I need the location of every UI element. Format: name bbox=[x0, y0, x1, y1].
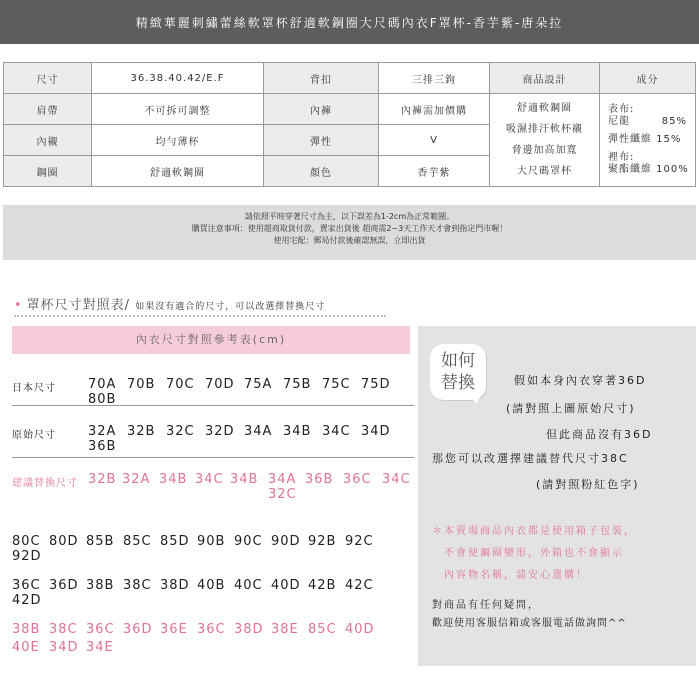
inner-label: 裡布: bbox=[608, 152, 635, 163]
size-cell: 38B bbox=[86, 578, 115, 593]
bubble-line: 如何 bbox=[441, 351, 475, 371]
lining-label: 內襯 bbox=[4, 125, 92, 156]
design-line: 脅邊加高加寬 bbox=[511, 145, 578, 156]
size-cell: 38B bbox=[12, 622, 41, 637]
ref-table-header: 內衣尺寸對照參考表(cm) bbox=[12, 326, 410, 354]
panty-label: 內褲 bbox=[264, 94, 379, 125]
size-cell: 80B bbox=[88, 392, 117, 407]
japan-label: 日本尺寸 bbox=[12, 383, 56, 394]
size-label: 尺寸 bbox=[4, 63, 92, 94]
size-cell: 92B bbox=[308, 534, 337, 549]
advice-pink-line: ＊本賣場商品內衣都是使用箱子包裝， bbox=[432, 526, 636, 537]
size-cell: 70C bbox=[166, 377, 195, 392]
lining-value: 均勻薄杯 bbox=[92, 125, 264, 156]
wire-value: 舒適軟鋼圈 bbox=[92, 156, 264, 187]
row-divider bbox=[12, 457, 414, 458]
size-cell: 32B bbox=[88, 472, 117, 487]
inner-material: 聚酯纖維 100% bbox=[608, 164, 689, 175]
size-cell: 34B bbox=[230, 472, 259, 487]
outer-pct: 85% bbox=[661, 116, 687, 127]
advice-panel bbox=[418, 326, 696, 666]
design-line: 舒適軟鋼圈 bbox=[517, 103, 572, 114]
size-cell: 42D bbox=[12, 593, 42, 608]
size-cell: 34D bbox=[49, 640, 79, 655]
size-cell: 32C bbox=[166, 424, 195, 439]
clasp-value: 三排三鉤 bbox=[379, 63, 490, 94]
size-cell: 36C bbox=[197, 622, 226, 637]
original-size-row bbox=[12, 424, 410, 454]
page-title: 精緻華麗刺繡蕾絲軟罩杯舒適軟鋼圈大尺碼內衣F罩杯-香芋紫-唐朵拉 bbox=[0, 0, 699, 44]
size-cell: 38C bbox=[123, 578, 152, 593]
composition-cell bbox=[600, 94, 696, 187]
composition-label: 成分 bbox=[600, 63, 696, 94]
advice-line: 假如本身內衣穿著36D bbox=[514, 374, 647, 387]
size-cell: 42B bbox=[308, 578, 337, 593]
size-cell: 36C bbox=[12, 578, 41, 593]
size-cell: 36D bbox=[123, 622, 153, 637]
notice-line: 購買注意事項：使用超商取貨付款，賣家出貨後 超商需2~3天工作天才會到指定門市喔！ bbox=[191, 224, 508, 233]
clasp-label: 背扣 bbox=[264, 63, 379, 94]
size-grid-row-pink bbox=[12, 621, 412, 657]
size-cell: 85C bbox=[308, 622, 337, 637]
size-cell: 38D bbox=[160, 578, 190, 593]
color-label: 顏色 bbox=[264, 156, 379, 187]
size-cell: 34D bbox=[361, 424, 391, 439]
size-subheading: 如果沒有適合的尺寸，可以改選擇替換尺寸 bbox=[135, 302, 326, 312]
size-grid-row bbox=[12, 534, 412, 564]
size-cell: 36E bbox=[160, 622, 188, 637]
size-cell: 70B bbox=[127, 377, 156, 392]
size-cell: 85B bbox=[86, 534, 115, 549]
size-cell: 90C bbox=[234, 534, 263, 549]
size-cell: 40C bbox=[234, 578, 263, 593]
advice-question-line: 歡迎使用客服信箱或客服電話做詢問^^ bbox=[432, 618, 627, 629]
speech-bubble bbox=[430, 344, 486, 400]
size-cell: 40D bbox=[345, 622, 375, 637]
size-cell: 92C bbox=[345, 534, 374, 549]
size-cell: 34B bbox=[159, 472, 188, 487]
size-cell: 80D bbox=[49, 534, 79, 549]
original-label: 原始尺寸 bbox=[12, 430, 56, 441]
bubble-line: 替換 bbox=[441, 373, 475, 393]
size-cell: 42C bbox=[345, 578, 374, 593]
color-value: 香芋紫 bbox=[379, 156, 490, 187]
advice-line: (請對照上圖原始尺寸) bbox=[506, 402, 636, 415]
size-cell: 36B bbox=[305, 472, 334, 487]
size-cell: 70D bbox=[205, 377, 235, 392]
size-cell: 80C bbox=[12, 534, 41, 549]
size-cell: 32B bbox=[127, 424, 156, 439]
size-cell: 75A bbox=[244, 377, 273, 392]
size-cell: 75D bbox=[361, 377, 391, 392]
bullet-dot-icon: • bbox=[14, 298, 23, 313]
design-line: 吸濕排汗軟杯襯 bbox=[506, 124, 583, 135]
size-grid-row bbox=[12, 578, 412, 608]
size-cell: 34E bbox=[86, 640, 114, 655]
size-cell: 75B bbox=[283, 377, 312, 392]
size-heading-text: 罩杯尺寸對照表/ bbox=[26, 298, 131, 313]
size-cell: 34C bbox=[382, 472, 411, 487]
outer-elastic: 彈性纖維 15% bbox=[608, 134, 682, 145]
notice-line: 請依照平時穿著尺寸為主，以下誤差為1-2cm為正常範圍。 bbox=[244, 212, 455, 221]
suggest-label: 建議替換尺寸 bbox=[12, 478, 78, 489]
outer-label: 表布: bbox=[608, 104, 635, 115]
size-cell: 32D bbox=[205, 424, 235, 439]
panty-value: 內褲需加價購 bbox=[379, 94, 490, 125]
size-section-heading bbox=[14, 294, 325, 313]
strap-value: 不可拆可調整 bbox=[92, 94, 264, 125]
suggest-size-row bbox=[12, 472, 410, 504]
size-cell: 70A bbox=[88, 377, 117, 392]
japan-size-row bbox=[12, 377, 410, 407]
design-label: 商品設計 bbox=[490, 63, 600, 94]
bubble-tail-icon bbox=[470, 394, 482, 404]
wire-label: 鋼圈 bbox=[4, 156, 92, 187]
size-cell: 34B bbox=[283, 424, 312, 439]
size-cell: 38D bbox=[234, 622, 264, 637]
size-value: 36.38.40.42/E.F bbox=[92, 63, 264, 94]
elastic-value: V bbox=[379, 125, 490, 156]
advice-line: (請對照粉紅色字) bbox=[536, 478, 640, 491]
size-cell: 34C bbox=[322, 424, 351, 439]
elastic-label: 彈性 bbox=[264, 125, 379, 156]
size-cell: 90B bbox=[197, 534, 226, 549]
size-cell: 40E bbox=[12, 640, 40, 655]
size-cell: 36B bbox=[88, 439, 117, 454]
design-line: 大尺碼罩杯 bbox=[517, 166, 572, 177]
spec-table bbox=[3, 62, 696, 187]
size-cell: 34A bbox=[244, 424, 273, 439]
outer-material: 尼龍 bbox=[608, 116, 630, 127]
advice-line: 但此商品沒有36D bbox=[546, 428, 653, 441]
size-cell: 40D bbox=[271, 578, 301, 593]
size-cell: 32A bbox=[122, 472, 151, 487]
strap-label: 肩帶 bbox=[4, 94, 92, 125]
dotted-divider bbox=[14, 315, 386, 317]
size-cell: 38E bbox=[271, 622, 299, 637]
advice-pink-line: 不會使鋼圈變形，外箱也不會顯示 bbox=[444, 548, 624, 559]
size-cell: 38C bbox=[49, 622, 78, 637]
advice-line: 那您可以改選擇建議替代尺寸38C bbox=[432, 452, 629, 465]
size-cell: 85C bbox=[123, 534, 152, 549]
row-divider bbox=[12, 405, 414, 406]
notice-line: 使用宅配：郵局付款後確認無誤，立即出貨 bbox=[273, 236, 426, 245]
design-cell bbox=[490, 94, 600, 187]
size-cell: 36D bbox=[49, 578, 79, 593]
notice-box bbox=[3, 205, 696, 260]
size-cell: 85D bbox=[160, 534, 190, 549]
size-cell: 75C bbox=[322, 377, 351, 392]
size-cell: 90D bbox=[271, 534, 301, 549]
size-cell: 36C bbox=[343, 472, 372, 487]
advice-pink-line: 內容物名稱，請安心選購！ bbox=[444, 570, 588, 581]
advice-question-line: 對商品有任何疑問， bbox=[432, 600, 540, 611]
size-cell: 34C bbox=[195, 472, 224, 487]
size-cell: 32A bbox=[88, 424, 117, 439]
size-cell: 36C bbox=[86, 622, 115, 637]
size-cell: 40B bbox=[197, 578, 226, 593]
size-cell: 92D bbox=[12, 549, 42, 564]
size-cell: 34A 32C bbox=[268, 472, 297, 502]
